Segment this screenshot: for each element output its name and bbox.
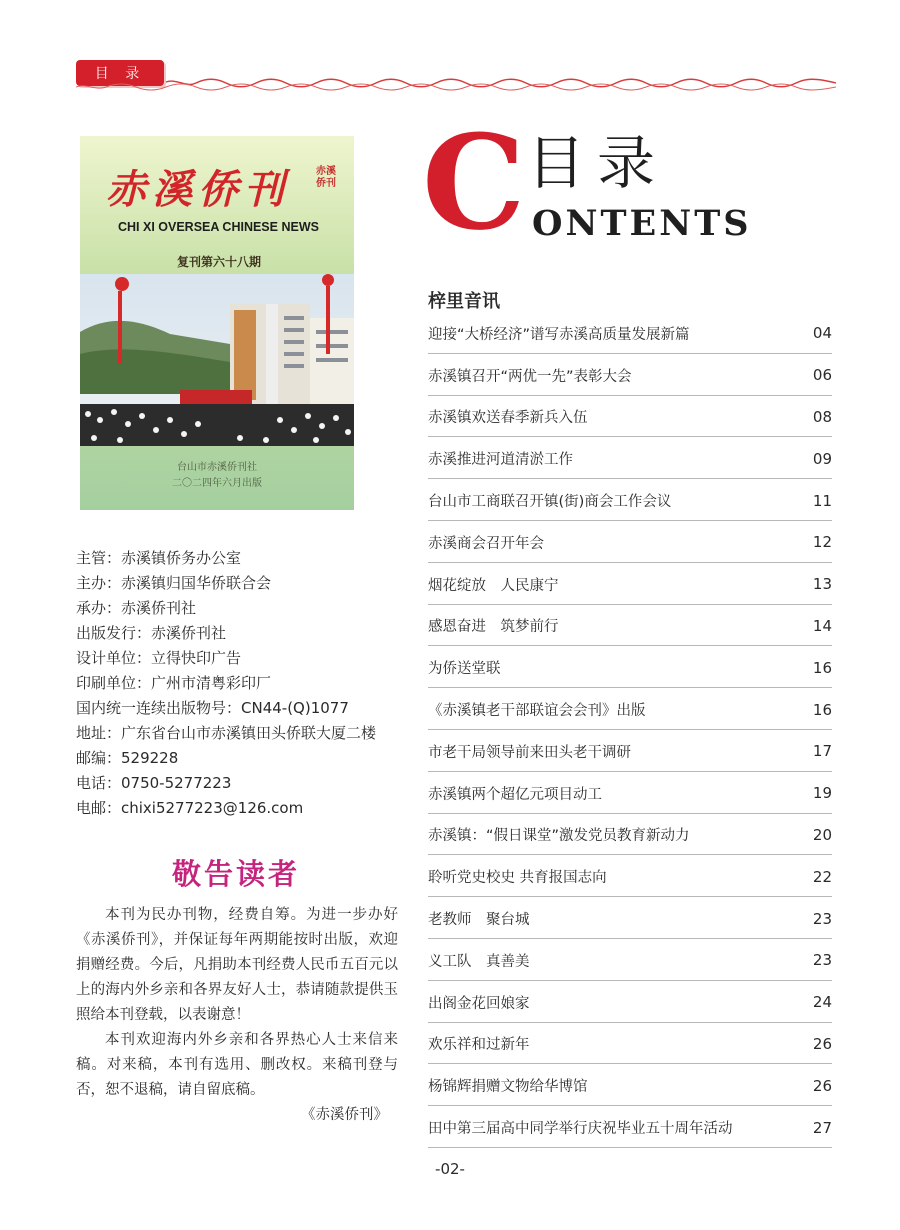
toc-entry-title: 杨锦辉捐赠文物给华博馆	[428, 1079, 588, 1096]
toc-entry-title: 义工队 真善美	[428, 953, 530, 970]
contents-big-letter: C	[422, 106, 526, 259]
toc-entry-page: 12	[812, 533, 832, 552]
toc-entry[interactable]	[428, 1023, 832, 1065]
toc-entry-page: 08	[812, 407, 832, 426]
toc-entry-page: 26	[812, 1034, 832, 1053]
toc-entry-page: 11	[812, 491, 832, 510]
toc-entry[interactable]	[428, 437, 832, 479]
masthead-line: 出版发行：赤溪侨刊社	[76, 624, 227, 642]
toc-entry[interactable]	[428, 814, 832, 856]
toc-entry-page: 27	[812, 1118, 832, 1137]
toc-entry-title: 市老干局领导前来田头老干调研	[428, 744, 631, 761]
toc-entry-page: 06	[812, 366, 832, 385]
toc-entry-page: 14	[812, 616, 832, 635]
notice-signature: 《赤溪侨刊》	[301, 1107, 388, 1123]
toc-entry[interactable]	[428, 479, 832, 521]
toc-entry-page: 26	[812, 1076, 832, 1095]
cover-title: 赤溪侨刊	[106, 166, 290, 213]
cover-issue-number: 复刊第六十八期	[177, 255, 262, 269]
toc-entry-page: 19	[812, 784, 832, 803]
toc-entry-page: 04	[812, 324, 832, 343]
notice-paragraph: 本刊欢迎海内外乡亲和各界热心人士来信来稿。对来稿，本刊有选用、删改权。来稿刊登与否，恕不退稿，请自留底稿。	[76, 1032, 398, 1098]
toc-entry[interactable]	[428, 1064, 832, 1106]
toc-entry-title: 出阁金花回娘家	[428, 995, 530, 1012]
section-tag: 目 录	[76, 60, 164, 86]
cover-photo	[80, 274, 354, 446]
toc-entry-title: 田中第三届高中同学举行庆祝毕业五十周年活动	[428, 1121, 733, 1138]
toc-entry-title: 烟花绽放 人民康宁	[428, 577, 559, 594]
cover-seal: 赤溪侨刊	[316, 166, 336, 189]
masthead-line: 国内统一连续出版物号：CN44-(Q)1077	[76, 699, 349, 717]
page-number: -02-	[435, 1160, 465, 1178]
toc-entry-title: 迎接“大桥经济”谱写赤溪高质量发展新篇	[428, 326, 690, 343]
toc-entry-title: 聆听党史校史 共育报国志向	[428, 870, 607, 887]
contents-chinese-title: 目录	[527, 129, 668, 197]
contents-english-title: ONTENTS	[532, 203, 752, 244]
masthead-line: 电邮：chixi5277223@126.com	[76, 799, 304, 817]
magazine-cover	[80, 136, 354, 510]
notice-body	[76, 903, 398, 1128]
toc-entry[interactable]	[428, 396, 832, 438]
masthead-line: 设计单位：立得快印广告	[76, 649, 242, 667]
masthead-line: 承办：赤溪侨刊社	[76, 599, 197, 617]
toc-entry-title: 赤溪镇两个超亿元项目动工	[428, 786, 602, 803]
masthead-line: 邮编：529228	[76, 749, 179, 767]
toc-entry-page: 16	[812, 658, 832, 677]
toc-entry-title: 赤溪商会召开年会	[428, 535, 544, 552]
cover-publisher: 台山市赤溪侨刊社	[177, 462, 257, 473]
toc-entry[interactable]	[428, 521, 832, 563]
toc-entry[interactable]	[428, 354, 832, 396]
section-heading: 梓里音讯	[428, 291, 500, 312]
toc-entry-title: 台山市工商联召开镇(街)商会工作会议	[428, 494, 672, 511]
toc-entry[interactable]	[428, 605, 832, 647]
toc-entry[interactable]	[428, 646, 832, 688]
masthead-info	[76, 546, 376, 821]
toc-entry-page: 09	[812, 449, 832, 468]
toc-entry[interactable]	[428, 563, 832, 605]
masthead-line: 电话：0750-5277223	[76, 774, 232, 792]
toc-entry-title: 《赤溪镇老干部联谊会会刊》出版	[428, 703, 646, 720]
toc-entry-title: 赤溪镇欢送春季新兵入伍	[428, 410, 588, 427]
toc-entry-page: 23	[812, 909, 832, 928]
toc-entry[interactable]	[428, 939, 832, 981]
toc-entry-title: 感恩奋进 筑梦前行	[428, 619, 559, 636]
toc-entry-page: 13	[812, 575, 832, 594]
masthead-line: 地址：广东省台山市赤溪镇田头侨联大厦二楼	[76, 724, 377, 742]
toc-entry-page: 16	[812, 700, 832, 719]
toc-entry-title: 老教师 聚台城	[428, 912, 530, 929]
notice-title: 敬告读者	[171, 857, 300, 891]
decorative-wave-divider	[76, 78, 836, 92]
toc-entry[interactable]	[428, 981, 832, 1023]
toc-entry[interactable]	[428, 688, 832, 730]
masthead-line: 印刷单位：广州市清粤彩印厂	[76, 674, 272, 692]
toc-entry-title: 赤溪推进河道清淤工作	[428, 452, 573, 469]
toc-entry[interactable]	[428, 730, 832, 772]
toc-entry[interactable]	[428, 772, 832, 814]
cover-date: 二〇二四年六月出版	[172, 478, 262, 489]
toc-entry-title: 欢乐祥和过新年	[428, 1037, 530, 1054]
toc-entry-page: 20	[812, 825, 832, 844]
notice-paragraph: 本刊为民办刊物，经费自筹。为进一步办好《赤溪侨刊》，并保证每年两期能按时出版，欢迎捐赠经费。今后，凡捐助本刊经费人民币五百元以上的海内外乡亲和各界友好人士，恭请随款提供玉照给本刊登载，以表谢意！	[76, 907, 398, 1023]
toc-entry-title: 为侨送堂联	[428, 661, 501, 678]
toc-entry[interactable]	[428, 855, 832, 897]
toc-entry-title: 赤溪镇：“假日课堂”激发党员教育新动力	[428, 828, 690, 845]
toc-entry-page: 23	[812, 951, 832, 970]
toc-entry[interactable]	[428, 897, 832, 939]
toc-entry-page: 22	[812, 867, 832, 886]
toc-entry[interactable]	[428, 312, 832, 354]
table-of-contents	[428, 312, 832, 1148]
toc-entry-title: 赤溪镇召开“两优一先”表彰大会	[428, 368, 632, 385]
masthead-line: 主管：赤溪镇侨务办公室	[76, 549, 242, 567]
toc-entry[interactable]	[428, 1106, 832, 1148]
cover-english-title: CHI XI OVERSEA CHINESE NEWS	[118, 220, 319, 234]
toc-entry-page: 24	[812, 993, 832, 1012]
masthead-line: 主办：赤溪镇归国华侨联合会	[76, 574, 272, 592]
toc-entry-page: 17	[812, 742, 832, 761]
